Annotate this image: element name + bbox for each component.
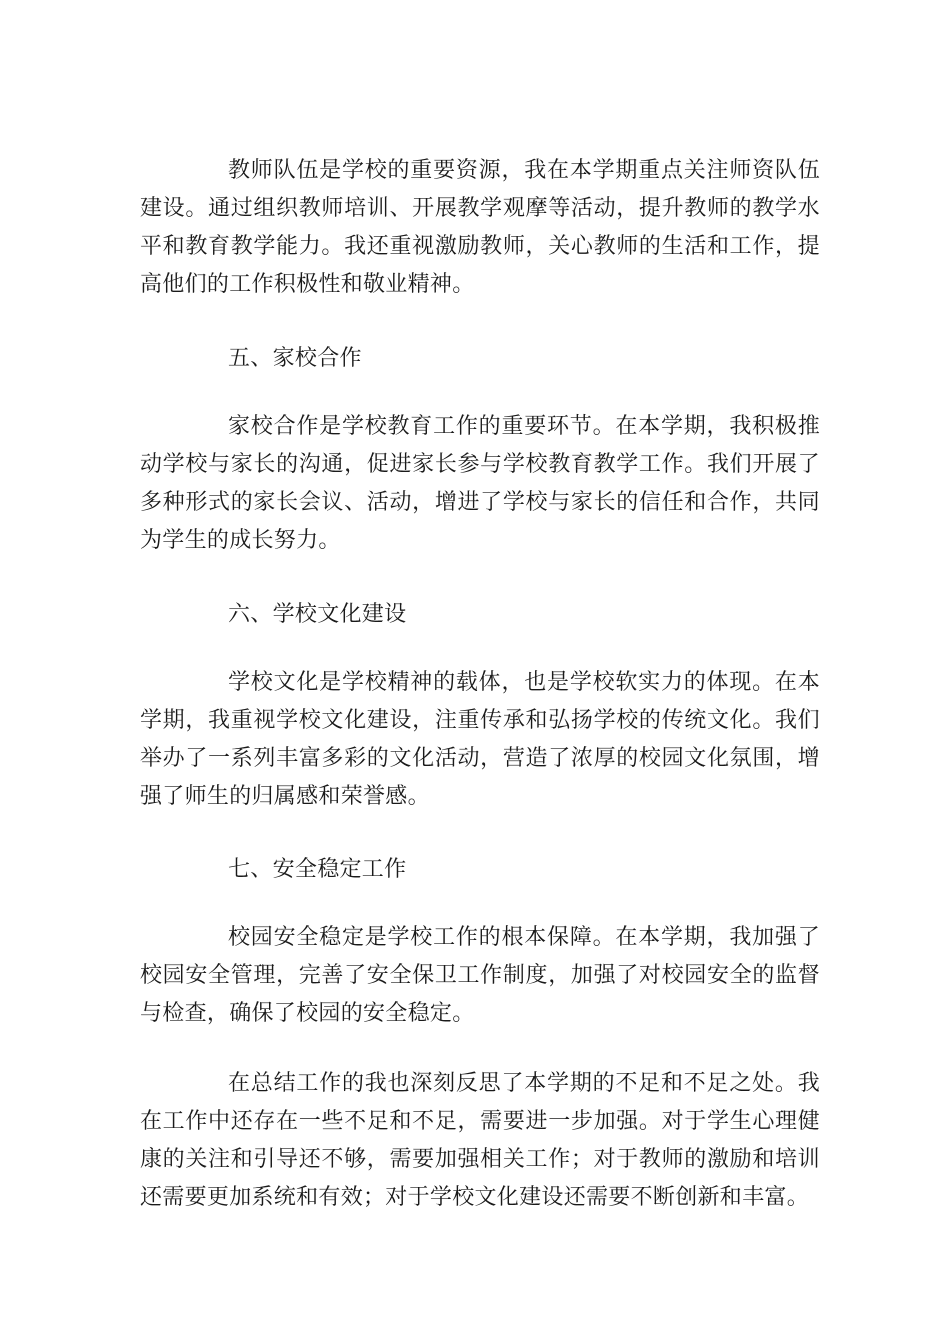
paragraph-safety: 校园安全稳定是学校工作的根本保障。在本学期，我加强了校园安全管理，完善了安全保卫工作制度，加强了对校园安全的监督与检查，确保了校园的安全稳定。: [140, 925, 820, 1026]
paragraph-culture: 学校文化是学校精神的载体，也是学校软实力的体现。在本学期，我重视学校文化建设，注重传承和弘扬学校的传统文化。我们举办了一系列丰富多彩的文化活动，营造了浓厚的校园文化氛围，增强了师生的归属感和荣誉感。: [140, 670, 820, 809]
paragraph-teachers: 教师队伍是学校的重要资源，我在本学期重点关注师资队伍建设。通过组织教师培训、开展教学观摩等活动，提升教师的教学水平和教育教学能力。我还重视激励教师，关心教师的生活和工作，提高他们的工作积极性和敬业精神。: [140, 158, 820, 297]
section-heading-home-school: 五、家校合作: [228, 346, 362, 371]
section-heading-safety: 七、安全稳定工作: [228, 857, 407, 882]
paragraph-home-school: 家校合作是学校教育工作的重要环节。在本学期，我积极推动学校与家长的沟通，促进家长参与学校教育教学工作。我们开展了多种形式的家长会议、活动，增进了学校与家长的信任和合作，共同为学生的成长努力。: [140, 414, 820, 553]
section-heading-culture: 六、学校文化建设: [228, 602, 407, 627]
paragraph-reflection: 在总结工作的我也深刻反思了本学期的不足和不足之处。我在工作中还存在一些不足和不足，需要进一步加强。对于学生心理健康的关注和引导还不够，需要加强相关工作；对于教师的激励和培训还需要更加系统和有效；对于学校文化建设还需要不断创新和丰富。: [140, 1071, 820, 1210]
